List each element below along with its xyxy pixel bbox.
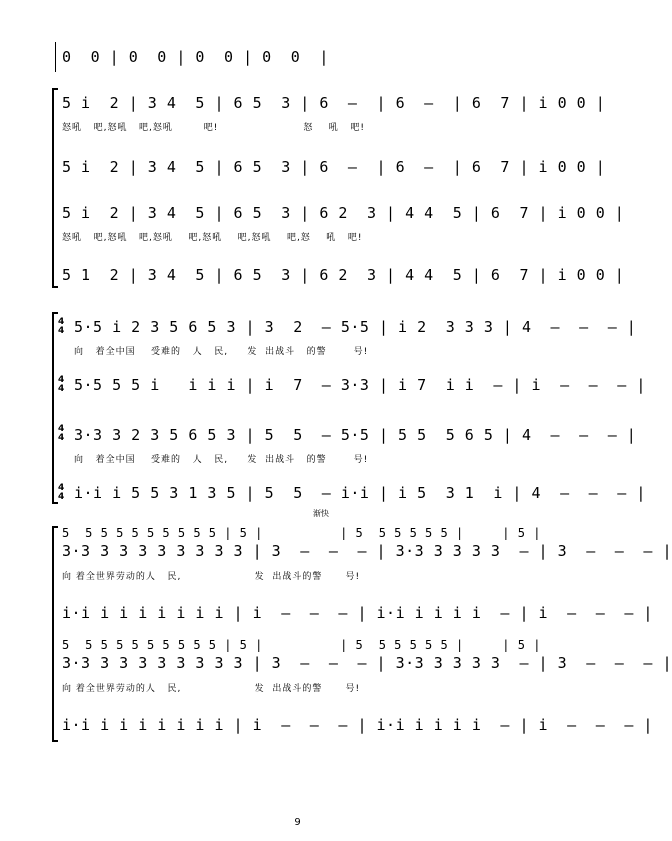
system-2-row-3-notes: 3·3 3 2 3 5 6 5 3 | 5 5 — 5·5 | 5 5 5 6 5 | 4 — — — | <box>74 426 637 444</box>
system-1-row-3-notes: 5 i 2 | 3 4 5 | 6 5 3 | 6 — | 6 — | 6 7 | i 0 0 | <box>62 158 606 176</box>
system-1-row-4-notes: 5 i 2 | 3 4 5 | 6 5 3 | 6 2 3 | 4 4 5 | 6 7 | i 0 0 | <box>62 204 625 222</box>
page-number: 9 <box>294 817 301 828</box>
system-2-row-4-notes: i·i i 5 5 3 1 3 5 | 5 5 — i·i | i 5 3 1 i | 4 — — — | <box>74 484 646 502</box>
tempo-marking: 渐快 <box>313 509 329 518</box>
system-2-row-3-lyrics: 向 着全中国 受难的 人 民, 发 出战斗 的警 号! <box>74 455 369 465</box>
system-3-row-6-notes: i·i i i i i i i i | i — — — | i·i i i i i — | i — — — | <box>62 716 653 734</box>
system-1-row-4-lyrics: 怒吼 吧,怒吼 吧,怒吼 吧,怒吼 吧,怒吼 吧,怒 吼 吧! <box>62 233 363 243</box>
system-2-row-2-notes: 5·5 5 5 i i i i | i 7 — 3·3 | i 7 i i — | i — — — | <box>74 376 646 394</box>
system-2-time-signature-4: 4 4 <box>58 483 65 502</box>
system-2-row-1-lyrics: 向 着全中国 受难的 人 民, 发 出战斗 的警 号! <box>74 347 369 357</box>
system-3-row-2-lyrics: 向 着全世界劳动的人 民, 发 出战斗的警 号! <box>62 572 361 582</box>
system-1-row-2-lyrics: 怒吼 吧,怒吼 吧,怒吼 吧! 怒 吼 吧! <box>62 123 365 133</box>
system-3-row-3-notes: i·i i i i i i i i | i — — — | i·i i i i i — | i — — — | <box>62 604 653 622</box>
system-2-row-1-notes: 5·5 i 2 3 5 6 5 3 | 3 2 — 5·5 | i 2 3 3 3 | 4 — — — | <box>74 318 637 336</box>
system-1-bracket <box>52 88 58 288</box>
system-2-time-signature-1: 4 4 <box>58 317 65 336</box>
system-3-row-5-lyrics: 向 着全世界劳动的人 民, 发 出战斗的警 号! <box>62 684 361 694</box>
system-1-row-5-notes: 5 1 2 | 3 4 5 | 6 5 3 | 6 2 3 | 4 4 5 | 6 7 | i 0 0 | <box>62 266 625 284</box>
system-3-row-4-notes: 5 5 5 5 5 5 5 5 5 5 | 5 | | 5 5 5 5 5 5 | | 5 | <box>62 638 541 652</box>
system-3-row-2-notes: 3·3 3 3 3 3 3 3 3 3 | 3 — — — | 3·3 3 3 3 3 — | 3 — — — | <box>62 542 672 560</box>
system-2-time-signature-2: 4 4 <box>58 375 65 394</box>
system-3-bracket <box>52 526 58 742</box>
system-1-row-1-notes: 0 0 | 0 0 | 0 0 | 0 0 | <box>62 48 329 66</box>
system-2-bracket <box>52 312 58 504</box>
system-2-time-signature-3: 4 4 <box>58 424 65 443</box>
system-1-row-2-notes: 5 i 2 | 3 4 5 | 6 5 3 | 6 — | 6 — | 6 7 | i 0 0 | <box>62 94 606 112</box>
system-1-left-bar <box>55 42 56 72</box>
system-3-row-5-notes: 3·3 3 3 3 3 3 3 3 3 | 3 — — — | 3·3 3 3 3 3 — | 3 — — — | <box>62 654 672 672</box>
system-3-row-1-notes: 5 5 5 5 5 5 5 5 5 5 | 5 | | 5 5 5 5 5 5 | | 5 | <box>62 526 541 540</box>
